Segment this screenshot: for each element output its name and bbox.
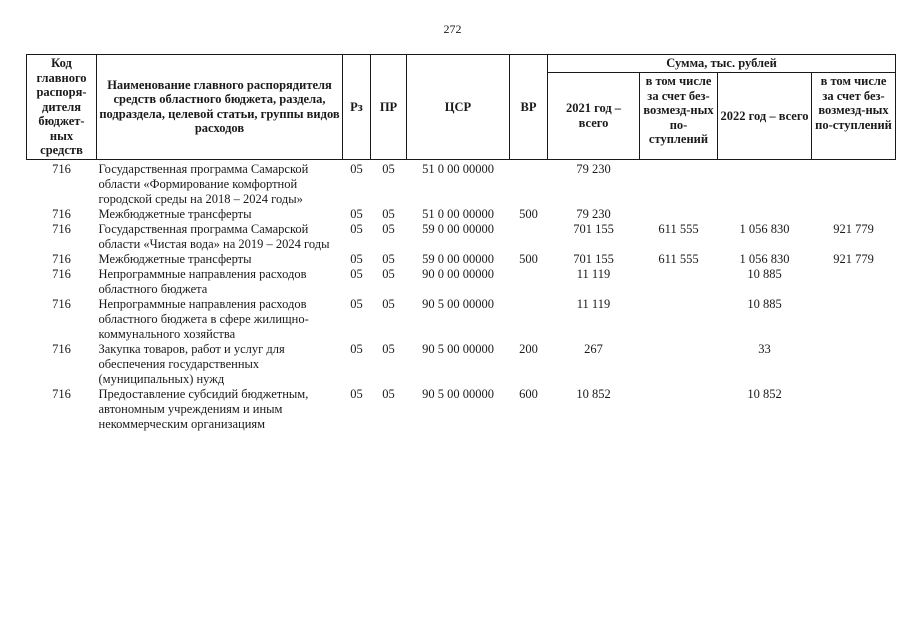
cell-pr: 05 [382,386,395,401]
cell-2022-total: 33 [758,341,771,356]
header-2022-total: 2022 год – всего [718,73,812,160]
cell-rz: 05 [350,266,363,281]
cell-2021-total: 79 230 [576,206,611,221]
cell-2021-free [640,267,718,297]
cell-code: 716 [52,251,71,266]
cell-name: Предоставление субсидий бюджетным, автономным учреждениям и иным некоммерческим организациям [98,386,309,431]
cell-pr: 05 [382,221,395,236]
cell-2021-free [640,387,718,432]
cell-rz: 05 [350,341,363,356]
cell-2022-free [812,297,896,342]
cell-pr: 05 [382,341,395,356]
header-csr: ЦСР [407,55,510,160]
cell-pr: 05 [382,296,395,311]
cell-rz: 05 [350,206,363,221]
cell-2021-total: 701 155 [573,251,614,266]
page-number: 272 [443,22,462,36]
cell-rz: 05 [350,386,363,401]
cell-2021-total: 701 155 [573,221,614,236]
header-2022-free: в том числе за счет без-возмезд-ных по-ступлений [812,73,896,160]
cell-csr: 90 0 00 00000 [422,266,494,281]
cell-2022-free: 921 779 [833,251,874,266]
cell-code: 716 [52,221,71,236]
table-header [27,55,896,160]
cell-pr: 05 [382,161,395,176]
cell-csr: 51 0 00 00000 [422,161,494,176]
cell-rz: 05 [350,221,363,236]
cell-2021-free [640,207,718,222]
table-row [27,297,896,342]
cell-vr [510,297,548,342]
table-body [27,159,896,432]
cell-rz: 05 [350,161,363,176]
cell-pr: 05 [382,206,395,221]
cell-code: 716 [52,161,71,176]
header-2021-free: в том числе за счет без-возмезд-ных по-ступлений [640,73,718,160]
cell-name: Государственная программа Самарской области «Формирование комфортной городской среды на 2018 – 2024 годы» [98,161,309,206]
cell-pr: 05 [382,251,395,266]
cell-csr: 90 5 00 00000 [422,341,494,356]
header-rz: Рз [343,55,371,160]
cell-name: Закупка товаров, работ и услуг для обеспечения государственных (муниципальных) нужд [98,341,285,386]
cell-vr: 200 [519,341,538,356]
cell-2022-free [812,267,896,297]
header-code: Код главного распоря-дителя бюджет-ных средств [27,55,97,160]
cell-code: 716 [52,296,71,311]
cell-vr: 500 [519,251,538,266]
cell-vr [510,222,548,252]
cell-name: Межбюджетные трансферты [98,251,252,266]
cell-2022-total: 10 885 [747,296,782,311]
header-vr: ВР [510,55,548,160]
cell-csr: 90 5 00 00000 [422,386,494,401]
cell-pr: 05 [382,266,395,281]
cell-name: Непрограммные направления расходов областного бюджета в сфере жилищно-коммунального хозяйства [98,296,309,341]
table-row [27,342,896,387]
cell-2021-free [640,297,718,342]
cell-2021-total: 11 119 [576,296,611,311]
table-row [27,207,896,222]
cell-2022-total [718,159,812,207]
cell-2021-total: 11 119 [576,266,611,281]
header-name: Наименование главного распорядителя средств областного бюджета, раздела, подраздела, целевой статьи, группы видов расходов [97,55,343,160]
cell-2022-free: 921 779 [833,221,874,236]
cell-csr: 51 0 00 00000 [422,206,494,221]
cell-2022-total: 1 056 830 [739,221,790,236]
cell-rz: 05 [350,296,363,311]
cell-code: 716 [52,341,71,356]
cell-2022-free [812,342,896,387]
cell-2021-total: 267 [584,341,603,356]
table-row [27,159,896,207]
header-pr: ПР [371,55,407,160]
cell-2021-free [640,342,718,387]
cell-2021-free [640,159,718,207]
cell-2022-total: 10 852 [747,386,782,401]
cell-name: Непрограммные направления расходов областного бюджета [98,266,307,296]
header-sum: Сумма, тыс. рублей [548,55,896,73]
cell-code: 716 [52,266,71,281]
cell-rz: 05 [350,251,363,266]
cell-code: 716 [52,386,71,401]
cell-vr [510,159,548,207]
cell-2021-total: 79 230 [576,161,611,176]
table-row [27,387,896,432]
cell-vr: 500 [519,206,538,221]
cell-code: 716 [52,206,71,221]
table-row [27,252,896,267]
cell-2021-free: 611 555 [658,221,699,236]
cell-csr: 59 0 00 00000 [422,221,494,236]
cell-vr [510,267,548,297]
table-row [27,267,896,297]
cell-2022-free [812,159,896,207]
cell-2021-total: 10 852 [576,386,611,401]
cell-2021-free: 611 555 [658,251,699,266]
budget-table [26,54,896,432]
cell-name: Государственная программа Самарской области «Чистая вода» на 2019 – 2024 годы [98,221,330,251]
table-row [27,222,896,252]
cell-2022-free [812,387,896,432]
cell-2022-total: 10 885 [747,266,782,281]
header-2021-total: 2021 год – всего [548,73,640,160]
cell-vr: 600 [519,386,538,401]
cell-2022-total [718,207,812,222]
cell-csr: 90 5 00 00000 [422,296,494,311]
cell-2022-free [812,207,896,222]
cell-name: Межбюджетные трансферты [98,206,252,221]
cell-csr: 59 0 00 00000 [422,251,494,266]
cell-2022-total: 1 056 830 [739,251,790,266]
